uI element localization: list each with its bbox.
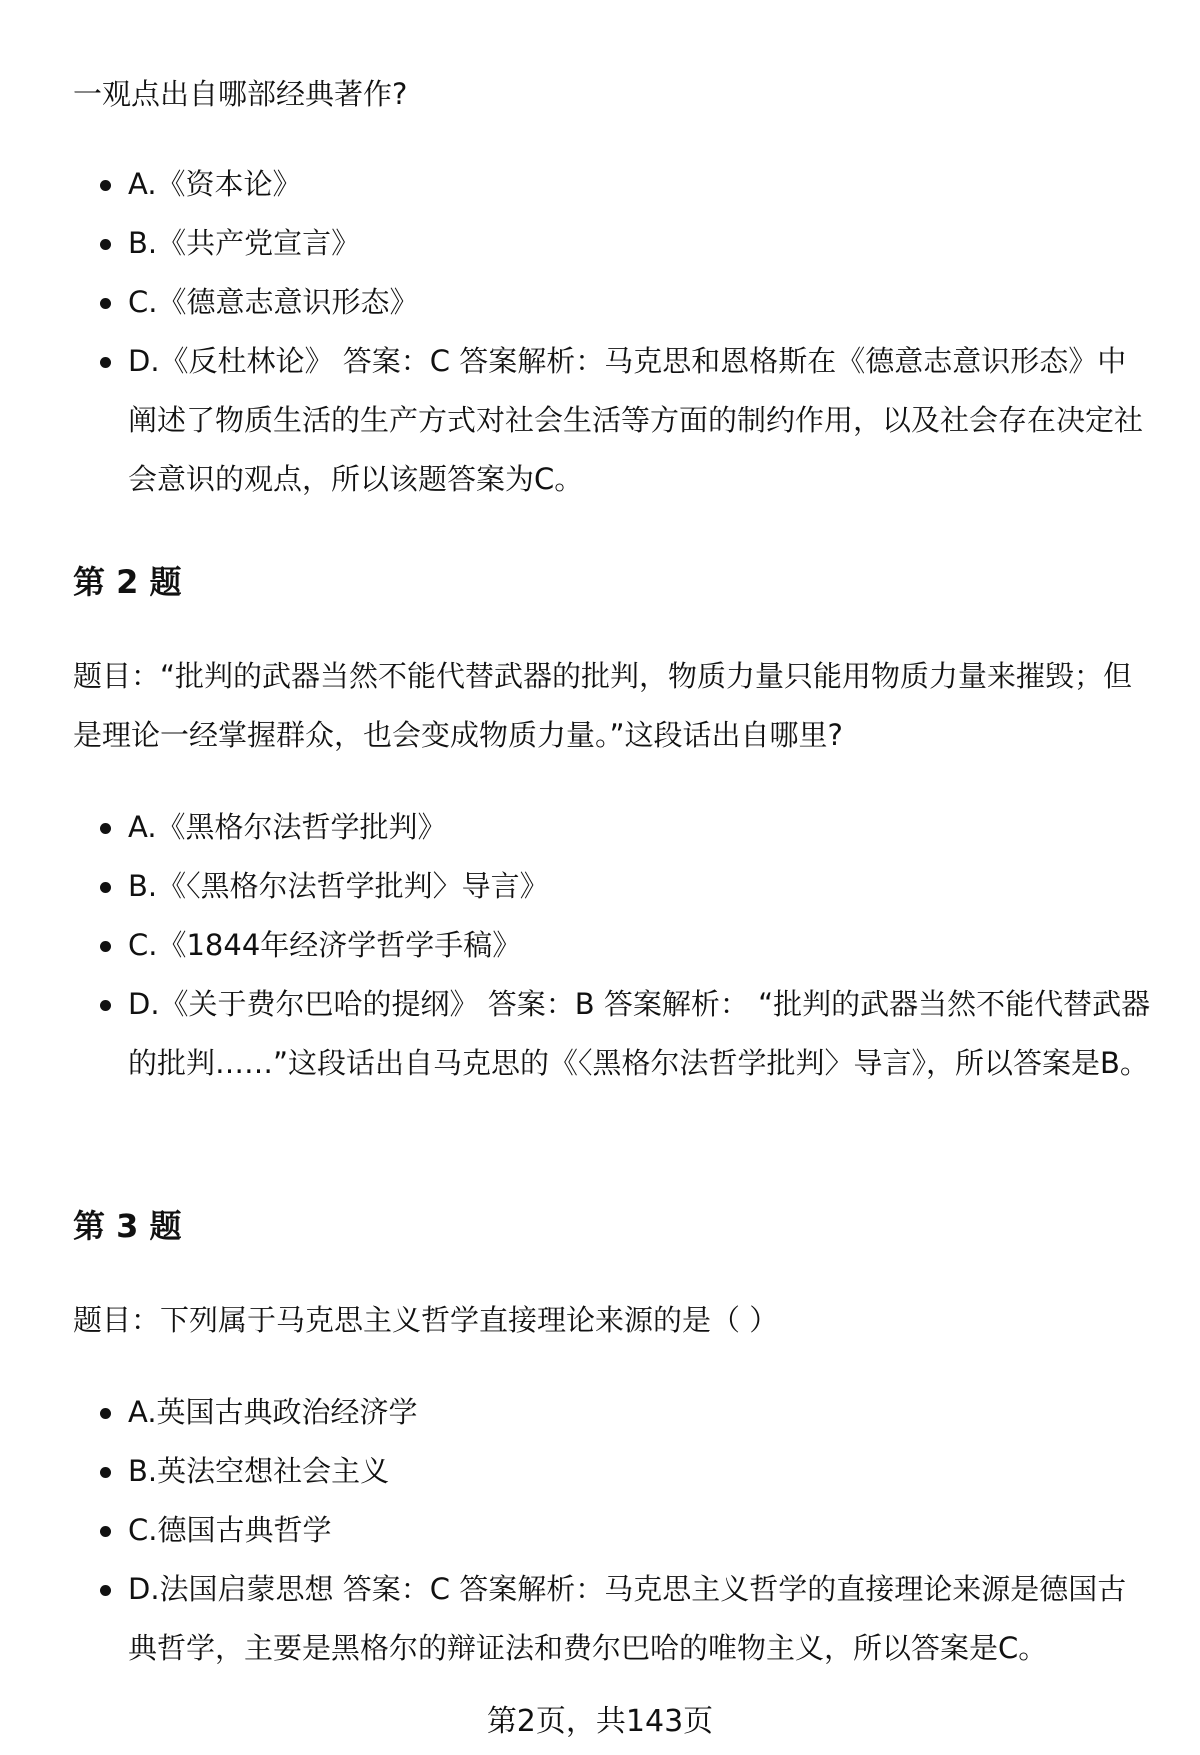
page-number-footer: 第2页，共143页 xyxy=(486,1704,714,1739)
option-a: A.《资本论》 xyxy=(73,155,1153,214)
bullet-icon xyxy=(100,823,111,834)
option-c: C.《德意志意识形态》 xyxy=(73,273,1153,332)
option-b: B.《〈黑格尔法哲学批判〉导言》 xyxy=(73,857,1153,916)
option-d-with-answer: D.《反杜林论》 答案：C 答案解析：马克思和恩格斯在《德意志意识形态》中阐述了物质生活的生产方式对社会生活等方面的制约作用，以及社会存在决定社会意识的观点，所以该题答案为C。 xyxy=(73,332,1153,509)
question-3-text: 题目：下列属于马克思主义哲学直接理论来源的是（ ） xyxy=(73,1303,779,1337)
question-2-options xyxy=(73,798,1153,1093)
bullet-icon xyxy=(100,1585,111,1596)
question-2-heading: 第 2 题 xyxy=(73,563,182,601)
option-b: B.英法空想社会主义 xyxy=(73,1442,1153,1501)
option-a: A.英国古典政治经济学 xyxy=(73,1383,1153,1442)
option-d-with-answer: D.《关于费尔巴哈的提纲》 答案：B 答案解析： “批判的武器当然不能代替武器的批判……”这段话出自马克思的《〈黑格尔法哲学批判〉导言》，所以答案是B。 xyxy=(73,975,1153,1093)
bullet-icon xyxy=(100,1000,111,1011)
bullet-icon xyxy=(100,1467,111,1478)
bullet-icon xyxy=(100,180,111,191)
question-3-options xyxy=(73,1383,1153,1678)
bullet-icon xyxy=(100,239,111,250)
option-b: B.《共产党宣言》 xyxy=(73,214,1153,273)
question-1-options xyxy=(73,155,1153,509)
question-2-text: 题目：“批判的武器当然不能代替武器的批判，物质力量只能用物质力量来摧毁；但是理论一经掌握群众，也会变成物质力量。”这段话出自哪里? xyxy=(73,659,1133,752)
question-3-heading: 第 3 题 xyxy=(73,1207,182,1245)
bullet-icon xyxy=(100,941,111,952)
option-c: C.《1844年经济学哲学手稿》 xyxy=(73,916,1153,975)
bullet-icon xyxy=(100,298,111,309)
bullet-icon xyxy=(100,357,111,368)
question-1-continuation: 一观点出自哪部经典著作? xyxy=(73,77,408,111)
option-a: A.《黑格尔法哲学批判》 xyxy=(73,798,1153,857)
bullet-icon xyxy=(100,882,111,893)
option-c: C.德国古典哲学 xyxy=(73,1501,1153,1560)
bullet-icon xyxy=(100,1526,111,1537)
option-d-with-answer: D.法国启蒙思想 答案：C 答案解析：马克思主义哲学的直接理论来源是德国古典哲学，主要是黑格尔的辩证法和费尔巴哈的唯物主义，所以答案是C。 xyxy=(73,1560,1153,1678)
bullet-icon xyxy=(100,1408,111,1419)
